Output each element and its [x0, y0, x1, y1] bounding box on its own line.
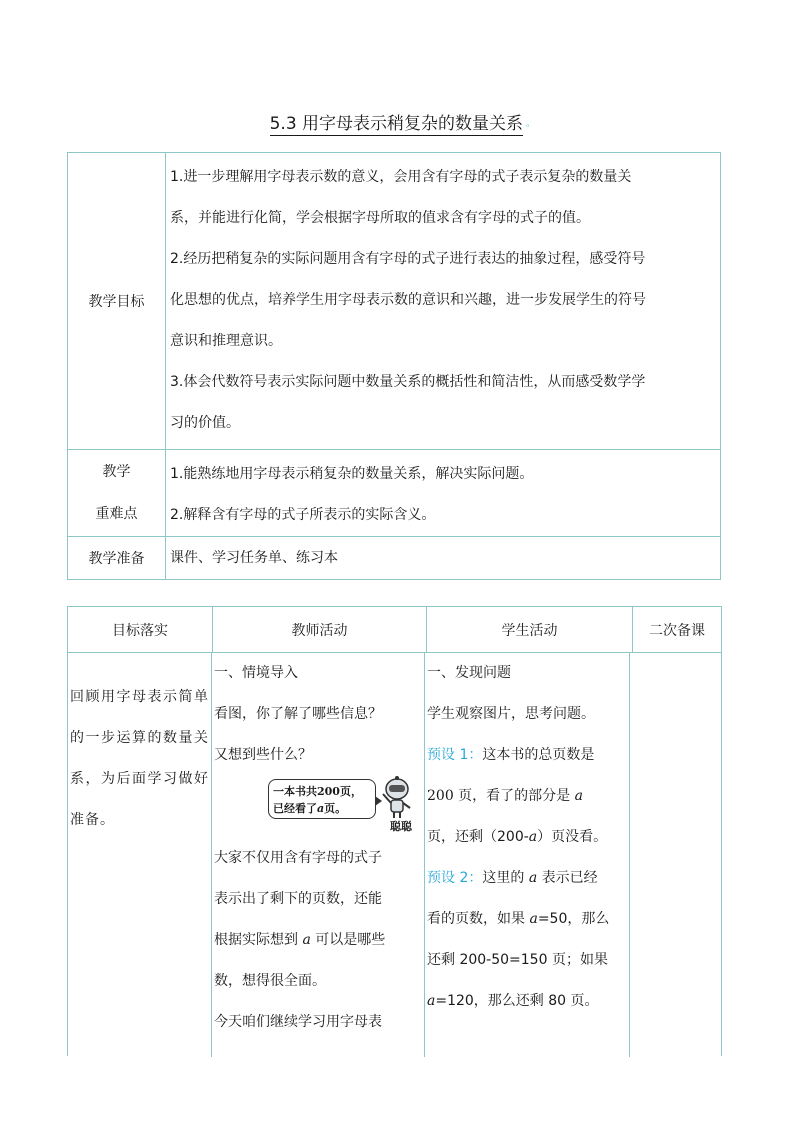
- key-label-line: 重难点: [95, 506, 138, 522]
- goal-line: 2.经历把稍复杂的实际问题用含有字母的式子进行表达的抽象过程，感受符号: [170, 251, 646, 267]
- student-text: 这本书的总页数是: [482, 747, 595, 763]
- goal-line: 意识和推理意识。: [170, 333, 282, 349]
- goal-line: 习的价值。: [170, 415, 240, 431]
- student-cell: [425, 653, 630, 1057]
- student-text: =120，那么还剩 80 页。: [435, 993, 599, 1009]
- goal-line: 1.进一步理解用字母表示数的意义，会用含有字母的式子表示复杂的数量关: [170, 169, 632, 185]
- table-body: [68, 653, 721, 1057]
- student-variable: a: [528, 829, 538, 845]
- teacher-line: [214, 920, 422, 961]
- key-points-label: [68, 450, 166, 536]
- key-line: 2.解释含有字母的式子所表示的实际含义。: [170, 507, 436, 523]
- goal-line: 3.体会代数符号表示实际问题中数量关系的概括性和简洁性，从而感受数学学: [170, 374, 646, 390]
- teacher-variable: a: [302, 932, 311, 948]
- goals-label: 教学目标: [68, 153, 166, 449]
- teacher-line: 又想到些什么？: [214, 747, 312, 763]
- title-mark-icon: ◦: [525, 122, 531, 132]
- teacher-line: 今天咱们继续学习用字母表: [214, 1014, 382, 1030]
- student-text: 页，还剩（200-: [427, 829, 529, 845]
- speech-bubble: [268, 779, 376, 819]
- goals-content: [166, 153, 720, 449]
- bubble-text: 已经看了: [273, 802, 317, 815]
- student-heading: 一、发现问题: [427, 665, 511, 681]
- student-text: 这里的: [482, 870, 525, 886]
- teacher-text: 根据实际想到: [214, 932, 298, 948]
- header-goal: 目标落实: [68, 607, 213, 652]
- teacher-text: 可以是哪些: [315, 932, 386, 948]
- bubble-line: 一本书共200页，: [273, 785, 362, 798]
- student-variable: a: [574, 788, 583, 804]
- goals-row: [68, 153, 720, 450]
- student-line: 学生观察图片，思考问题。: [427, 706, 595, 722]
- robot-name: 聪聪: [390, 820, 412, 833]
- key-line: 1.能熟练地用字母表示稍复杂的数量关系，解决实际问题。: [170, 466, 534, 482]
- teacher-line: 大家不仅用含有字母的式子: [214, 850, 382, 866]
- student-variable: a: [529, 911, 538, 927]
- bubble-text: 页。: [324, 802, 347, 815]
- goal-cell: 回顾用字母表示简单的一步运算的数量关系，为后面学习做好准备。: [68, 653, 212, 1057]
- student-variable: a: [427, 993, 436, 1009]
- student-text: 表示已经: [541, 870, 598, 886]
- header-teacher: 教师活动: [213, 607, 427, 652]
- header-student: 学生活动: [427, 607, 633, 652]
- teacher-cell: [212, 653, 425, 1057]
- objectives-table: [67, 152, 721, 580]
- student-text: =50，那么: [537, 911, 610, 927]
- student-line: [427, 981, 627, 1022]
- student-line: [427, 899, 627, 940]
- lesson-title: 5.3 用字母表示稍复杂的数量关系: [269, 114, 524, 134]
- key-points-row: [68, 450, 720, 537]
- prep-label: 教学准备: [68, 537, 166, 579]
- student-line: [427, 735, 627, 776]
- student-text: 看的页数，如果: [427, 911, 525, 927]
- preset-2-label: 预设 2：: [427, 870, 483, 886]
- key-points-content: [166, 450, 720, 536]
- key-label-line: 教学: [102, 464, 131, 480]
- student-line: 还剩 200-50=150 页；如果: [427, 952, 608, 968]
- preset-1-label: 预设 1：: [427, 747, 483, 763]
- goal-line: 化思想的优点，培养学生用字母表示数的意识和兴趣，进一步发展学生的符号: [170, 292, 646, 308]
- prep-content: 课件、学习任务单、练习本: [170, 550, 338, 566]
- teacher-line: 看图，你了解了哪些信息？: [214, 706, 382, 722]
- student-line: [427, 858, 627, 899]
- teacher-line: 数，想得很全面。: [214, 973, 326, 989]
- student-text: 200 页，看了的部分是: [427, 788, 571, 804]
- header-notes: 二次备课: [649, 622, 705, 639]
- student-line: [427, 817, 627, 858]
- table-header: [68, 607, 721, 653]
- prep-row: [68, 537, 720, 579]
- student-variable: a: [528, 870, 538, 886]
- teacher-heading: 一、情境导入: [214, 665, 298, 681]
- notes-cell: [630, 653, 721, 1057]
- bubble-variable: a: [317, 802, 325, 815]
- bubble-line: [273, 800, 371, 817]
- student-line: [427, 776, 627, 817]
- robot-icon: [380, 776, 414, 822]
- teacher-line: 表示出了剩下的页数，还能: [214, 891, 382, 907]
- illustration: [214, 776, 422, 838]
- activities-table: [67, 606, 722, 1056]
- goal-line: 系，并能进行化简，学会根据字母所取的值求含有字母的式子的值。: [170, 210, 590, 226]
- student-text: ）页没看。: [537, 829, 608, 845]
- page-title: [0, 112, 800, 139]
